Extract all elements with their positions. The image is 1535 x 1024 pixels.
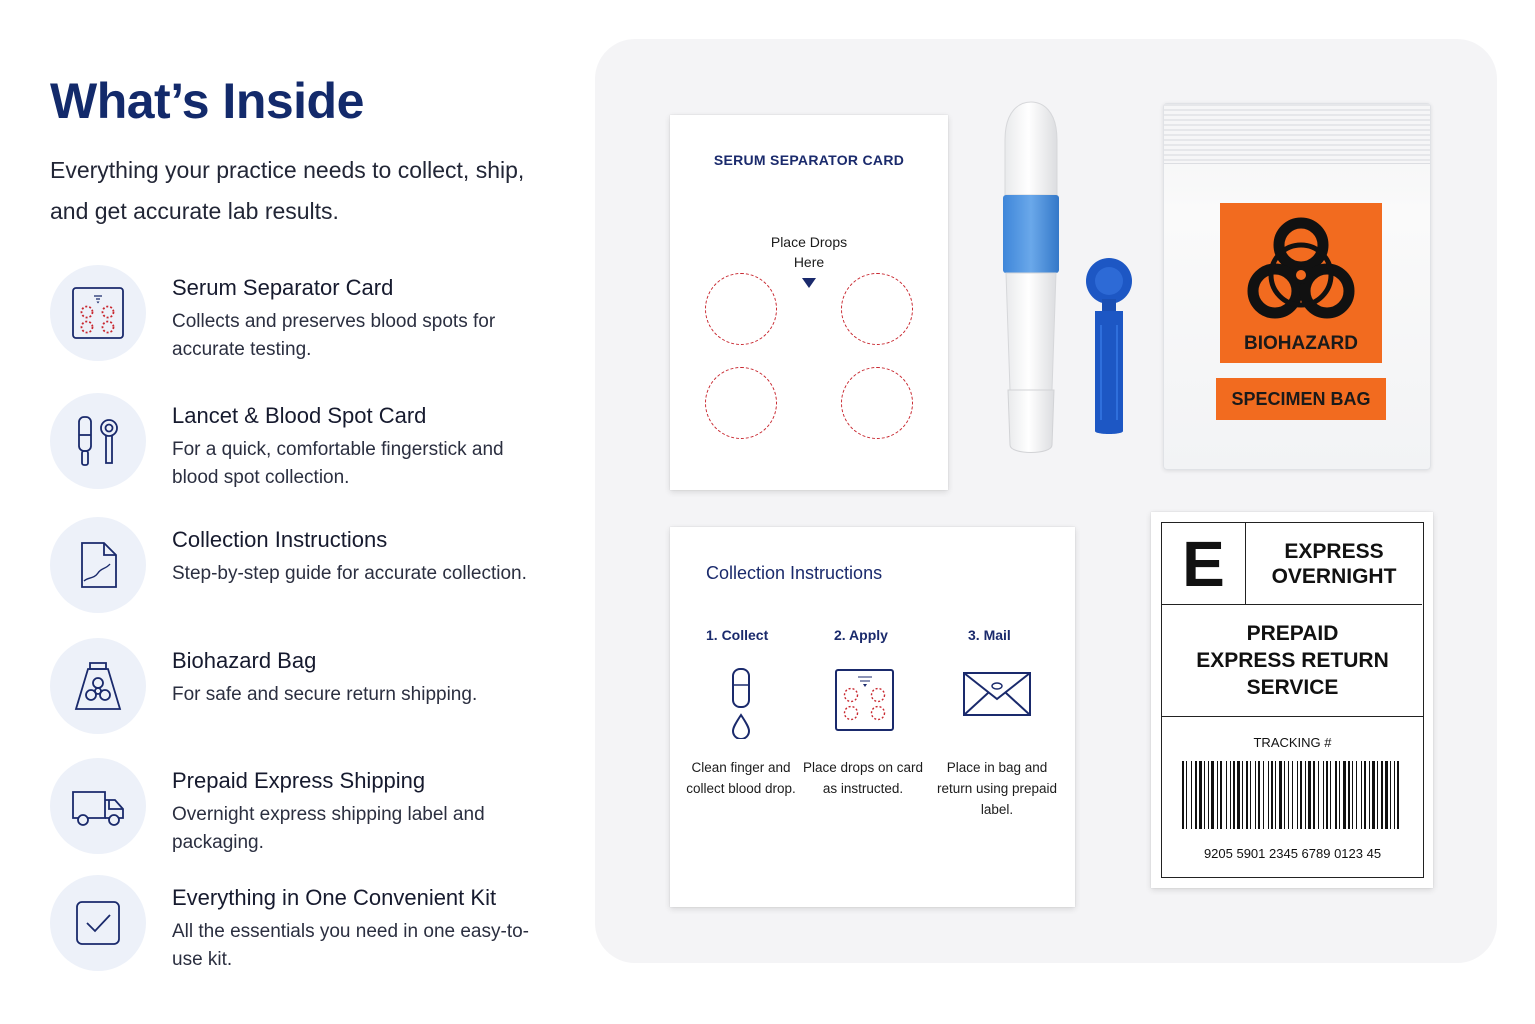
blood-spot-circle [841,367,913,439]
barcode-bar [1372,761,1375,829]
step-text: Clean finger and collect blood drop. [686,760,796,796]
barcode-bar [1313,761,1315,829]
feature-title: Prepaid Express Shipping [172,768,426,793]
step-collect [686,627,836,796]
prepaid-line: SERVICE [1246,676,1339,699]
barcode-bar [1377,761,1378,829]
service-letter: E [1162,523,1246,605]
blood-spot-circle [705,367,777,439]
feature-description: Collects and preserves blood spots for accurate testing. [172,311,496,360]
card-icon [834,667,896,733]
barcode-bar [1385,761,1388,829]
checkbox-icon [50,875,146,971]
barcode-bar [1208,761,1209,829]
label-frame [1161,522,1424,878]
feature-title: Lancet & Blood Spot Card [172,403,427,428]
barcode-bar [1191,761,1192,829]
card-icon [50,265,146,361]
express-line: EXPRESS [1284,539,1384,563]
lancet-device [1000,100,1062,460]
barcode-bar [1381,761,1383,829]
page-subtitle: Everything your practice needs to collect, ship, and get accurate lab results. [50,157,525,224]
bag-zipper [1164,104,1430,164]
feature-lancet [50,393,550,493]
feature-description: For safe and secure return shipping. [172,684,478,705]
feature-description: Step-by-step guide for accurate collection. [172,563,527,584]
barcode-bar [1339,761,1340,829]
feature-description: For a quick, comfortable fingerstick and blood spot collection. [172,439,504,488]
tracking-number: 9205 5901 2345 6789 0123 45 [1203,846,1382,861]
barcode-bar [1390,761,1391,829]
place-drops-label [670,232,948,272]
step-label: 3. Mail [968,627,1011,643]
feature-title: Serum Separator Card [172,275,394,300]
barcode-bar [1343,761,1346,829]
barcode-bar [1330,761,1331,829]
barcode-bar [1204,761,1205,829]
place-drops-line: Here [793,254,825,270]
barcode-bar [1230,761,1231,829]
serum-separator-card [670,115,948,490]
feature-description: Overnight express shipping label and packaging. [172,804,485,853]
express-shipping-label [1151,512,1433,888]
feature-title: Biohazard Bag [172,648,317,673]
place-drops-line: Place Drops [770,234,848,250]
biohazard-specimen-bag [1163,103,1431,470]
barcode-bar [1297,761,1298,829]
step-label: 1. Collect [706,627,769,643]
barcode-bar [1394,761,1395,829]
barcode-bar [1284,761,1285,829]
instructions-title: Collection Instructions [706,563,883,583]
express-overnight-heading [1246,523,1422,605]
step-mail [936,627,1098,817]
document-icon [50,517,146,613]
feature-kit [50,875,550,975]
step-apply [802,627,964,796]
barcode-bar [1226,761,1227,829]
barcode-bar [1182,761,1184,829]
barcode-bar [1318,761,1319,829]
express-line: OVERNIGHT [1271,564,1397,588]
barcode-bar [1288,761,1289,829]
feature-biohazard-bag [50,638,550,738]
lancet-icon [50,393,146,489]
biohazard-bag-icon [50,638,146,734]
barcode-bar [1361,761,1362,829]
barcode-bar [1356,761,1357,829]
feature-serum-card [50,265,550,365]
barcode-bar [1250,761,1251,829]
prepaid-line: EXPRESS RETURN [1196,649,1389,672]
step-text: Place in bag and return using prepaid label. [936,760,1058,817]
blood-spot-circle [705,273,777,345]
barcode-bar [1195,761,1197,829]
barcode-bar [1305,761,1306,829]
page-title: What’s Inside [50,73,364,129]
arrow-down-icon [802,278,816,288]
barcode-bar [1275,761,1276,829]
barcode-bar [1348,761,1350,829]
specimen-bag-label: SPECIMEN BAG [1216,378,1386,420]
finger-drop-icon [721,667,761,739]
barcode-bar [1323,761,1324,829]
barcode-bar [1199,761,1202,829]
step-label: 2. Apply [834,627,888,643]
collection-instructions-card [670,527,1075,907]
feature-shipping [50,758,550,858]
feature-title: Collection Instructions [172,527,388,552]
barcode-bar [1335,761,1337,829]
barcode-bar [1369,761,1370,829]
barcode-bar [1246,761,1248,829]
barcode-bar [1220,761,1222,829]
feature-title: Everything in One Convenient Kit [172,885,497,910]
barcode-bar [1217,761,1218,829]
barcode [1182,761,1404,829]
biohazard-icon [1239,215,1363,325]
barcode-bar [1326,761,1328,829]
barcode-bar [1211,761,1214,829]
step-text: Place drops on card as instructed. [802,760,924,796]
barcode-bar [1237,761,1240,829]
barcode-bar [1308,761,1311,829]
barcode-bar [1233,761,1235,829]
prepaid-service-heading [1162,605,1423,717]
barcode-bar [1268,761,1269,829]
prepaid-line: PREPAID [1246,622,1339,645]
serum-card-title: SERUM SEPARATOR CARD [713,152,905,168]
feature-instructions [50,517,550,617]
tracking-label: TRACKING # [1253,735,1332,750]
barcode-bar [1258,761,1260,829]
envelope-icon [962,667,1032,717]
barcode-bar [1300,761,1302,829]
truck-icon [50,758,146,854]
barcode-bar [1186,761,1187,829]
barcode-bar [1364,761,1366,829]
barcode-bar [1271,761,1273,829]
biohazard-text: BIOHAZARD [1244,333,1358,354]
barcode-bar [1397,761,1399,829]
barcode-bar [1242,761,1243,829]
barcode-bar [1352,761,1353,829]
blood-spot-circle [841,273,913,345]
biohazard-label [1220,203,1382,363]
barcode-bar [1292,761,1293,829]
lancet-needle [1085,255,1135,435]
feature-description: All the essentials you need in one easy-to-use kit. [172,921,529,970]
barcode-bar [1255,761,1256,829]
barcode-bar [1263,761,1264,829]
barcode-bar [1279,761,1282,829]
